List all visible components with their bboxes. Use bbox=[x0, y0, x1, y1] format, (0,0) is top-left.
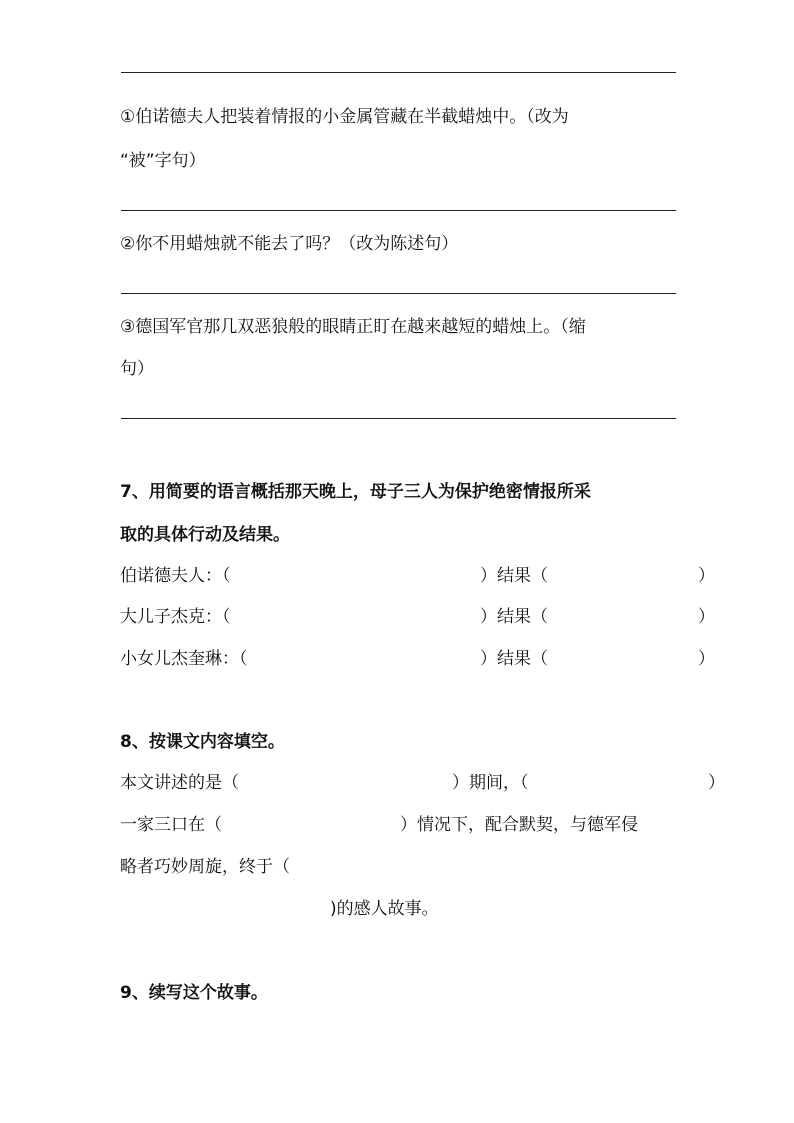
question-7-title-line-2: 取的具体行动及结果。 bbox=[120, 525, 290, 545]
q8-line-2-a: 一家三口在（ bbox=[120, 815, 222, 835]
answer-line-top bbox=[121, 72, 676, 73]
q8-line-2-b: ）情况下，配合默契，与德军侵 bbox=[400, 815, 638, 835]
q8-line-1-a: 本文讲述的是（ bbox=[120, 773, 239, 793]
sentence-3-line-1: ③德国军官那几双恶狼般的眼睛正盯在越来越短的蜡烛上。（缩 bbox=[120, 317, 586, 337]
q7-row-2-result: ）结果（ bbox=[480, 607, 548, 627]
q8-line-4-a: )的感人故事。 bbox=[330, 899, 439, 919]
sentence-1-line-2: “被”字句） bbox=[120, 151, 206, 171]
q8-line-3-a: 略者巧妙周旋，终于（ bbox=[120, 857, 290, 877]
q8-line-1-c: ） bbox=[708, 773, 725, 793]
question-8-title: 8、按课文内容填空。 bbox=[120, 732, 285, 752]
sentence-1-line-1: ①伯诺德夫人把装着情报的小金属管藏在半截蜡烛中。（改为 bbox=[120, 107, 569, 127]
q7-row-3-label: 小女儿杰奎琳：（ bbox=[120, 649, 248, 669]
sentence-2: ②你不用蜡烛就不能去了吗？（改为陈述句） bbox=[120, 234, 459, 254]
answer-line-1[interactable] bbox=[121, 210, 676, 211]
q7-row-2-close: ） bbox=[698, 607, 715, 627]
question-7-title-line-1: 7、用简要的语言概括那天晚上，母子三人为保护绝密情报所采 bbox=[120, 482, 591, 502]
answer-line-3[interactable] bbox=[121, 418, 676, 419]
sentence-3-line-2: 句） bbox=[120, 359, 154, 379]
q7-row-3-result: ）结果（ bbox=[480, 649, 548, 669]
q7-row-1-close: ） bbox=[698, 566, 715, 586]
q7-row-1-result: ）结果（ bbox=[480, 566, 548, 586]
question-9-title: 9、续写这个故事。 bbox=[120, 983, 268, 1003]
q7-row-1-label: 伯诺德夫人：（ bbox=[120, 566, 231, 586]
q8-line-1-b: ）期间，（ bbox=[452, 773, 529, 793]
answer-line-2[interactable] bbox=[121, 293, 676, 294]
q7-row-3-close: ） bbox=[698, 649, 715, 669]
q7-row-2-label: 大儿子杰克：（ bbox=[120, 607, 231, 627]
